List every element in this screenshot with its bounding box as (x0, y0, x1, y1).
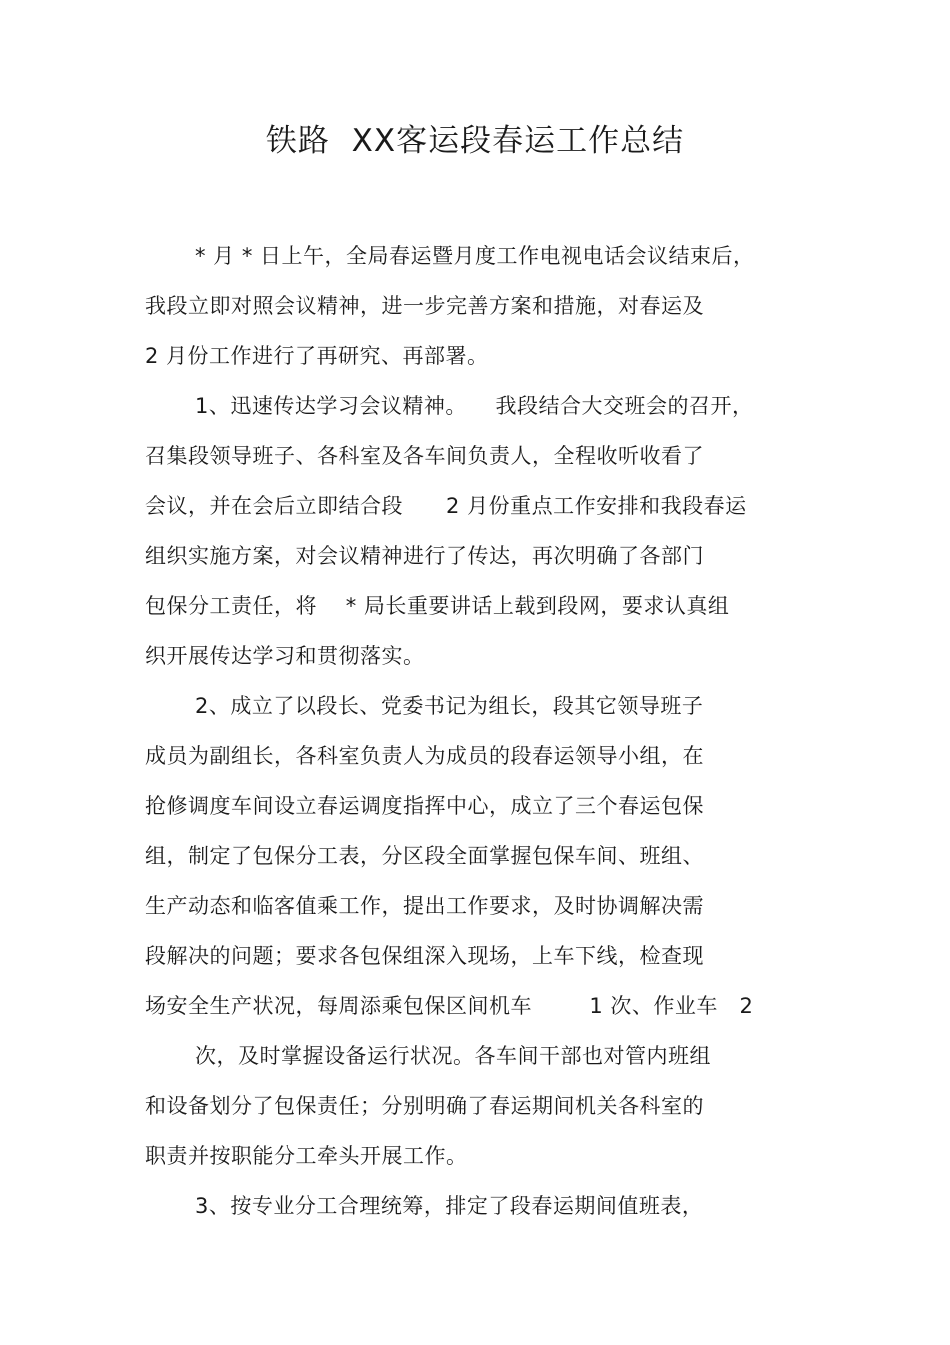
document-title: 铁路 XX客运段春运工作总结 (265, 123, 685, 159)
text-line: 生产动态和临客值乘工作，提出工作要求，及时协调解决需 (145, 894, 704, 918)
text-line: 职责并按职能分工牵头开展工作。 (145, 1144, 468, 1168)
text-line: 次，及时掌握设备运行状况。各车间干部也对管内班组 (195, 1044, 711, 1068)
text-line: 组织实施方案，对会议精神进行了传达，再次明确了各部门 (145, 544, 704, 568)
text-line: 我段立即对照会议精神，进一步完善方案和措施，对春运及 (145, 294, 704, 318)
text-line: 织开展传达学习和贯彻落实。 (145, 644, 425, 668)
text-line: 3、按专业分工合理统筹，排定了段春运期间值班表， (195, 1194, 704, 1218)
text-line: 和设备划分了包保责任；分别明确了春运期间机关各科室的 (145, 1094, 704, 1118)
text-line: 1、迅速传达学习会议精神。 我段结合大交班会的召开， (195, 394, 754, 418)
text-line: 抢修调度车间设立春运调度指挥中心，成立了三个春运包保 (145, 794, 704, 818)
text-line: 会议，并在会后立即结合段 2 月份重点工作安排和我段春运 (145, 494, 747, 518)
text-line: 召集段领导班子、各科室及各车间负责人，全程收听收看了 (145, 444, 704, 468)
text-line: * 月 * 日上午，全局春运暨月度工作电视电话会议结束后， (195, 244, 755, 268)
text-line: 包保分工责任，将 * 局长重要讲话上载到段网，要求认真组 (145, 594, 730, 618)
text-line: 场安全生产状况，每周添乘包保区间机车 1 次、作业车 2 (145, 994, 754, 1018)
text-line: 2 月份工作进行了再研究、再部署。 (145, 344, 489, 368)
text-line: 段解决的问题；要求各包保组深入现场，上车下线，检查现 (145, 944, 704, 968)
text-line: 2、成立了以段长、党委书记为组长，段其它领导班子 (195, 694, 704, 718)
text-line: 成员为副组长，各科室负责人为成员的段春运领导小组，在 (145, 744, 704, 768)
text-line: 组，制定了包保分工表，分区段全面掌握包保车间、班组、 (145, 844, 704, 868)
